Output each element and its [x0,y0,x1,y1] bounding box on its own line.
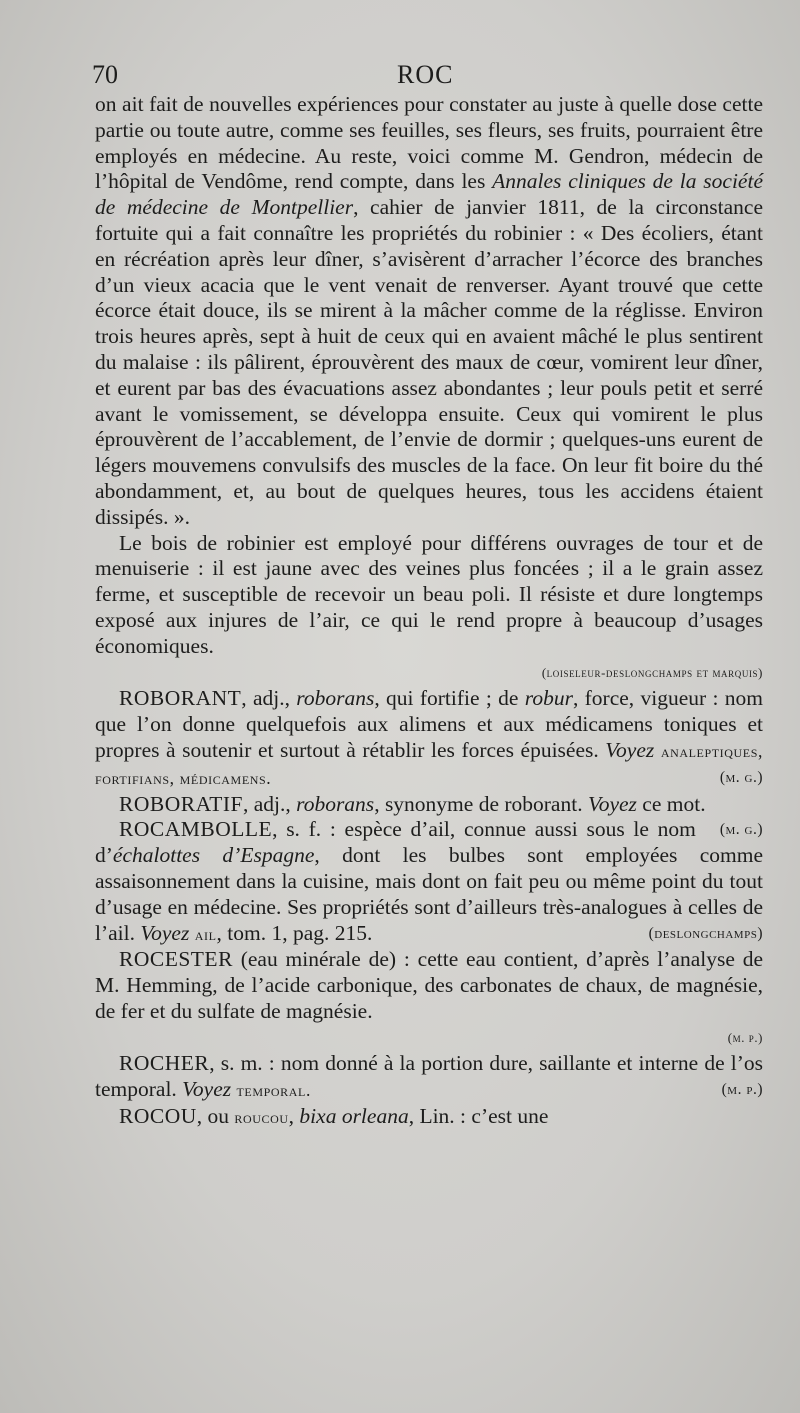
headword: ROBORANT [119,686,242,711]
page-header [92,60,764,94]
continuation-paragraph: on ait fait de nouvelles expériences pour constater au juste à quelle dose cette partie ou toute autre, comme ses feuilles, ses fleurs, ses fruits, pourraient être employés en médecine. Au reste, voici comme M. Gendron, médecin de l’hôpital de Vendôme, rend compte, dans les Annales cliniques de la société de médecine de Montpellier, cahier de janvier 1811, de la circonstance fortuite qui a fait connaître les propriétés du robinier : « Des écoliers, étant en récréation après leur dîner, s’avisèrent d’arracher l’écorce des branches d’un vieux acacia que le vent venait de renverser. Ayant trouvé que cette écorce était douce, ils se mirent à la mâcher comme de la réglisse. Environ trois heures après, sept à huit de ceux qui en avaient mâché le plus sentirent du malaise : ils pâlirent, éprouvèrent des maux de cœur, vomirent leur dîner, et eurent par bas des évacuations assez abondantes ; leur pouls petit et serré avant le vomissement, se développa ensuite. Ceux qui vomirent le plus éprouvèrent de l’accablement, de l’envie de dormir ; quelques-uns eurent de légers mouvemens convulsifs des muscles de la face. On leur fit boire du thé abondamment, et, au bout de quelques heures, tous les accidens étaient dissipés. ». [95,92,763,529]
headword: ROCHER [119,1051,210,1076]
entry-roborant: ROBORANT, adj., roborans, qui fortifie ; de robur, force, vigueur : nom que l’on donne quelquefois aux alimens et aux médicamens toniques et propres à soutenir et surtout à rétablir les forces épuisées. Voyez analeptiques, fortifians, médicamens. (m. g.) [95,686,763,791]
running-head: ROC [397,60,454,89]
headword: ROCOU [119,1104,197,1129]
entry-signature: (m. p.) [721,1081,763,1099]
bois-paragraph: Le bois de robinier est employé pour différens ouvrages de tour et de menuiserie : il est jaune avec des veines plus foncées ; il a le grain assez ferme, et susceptible de recevoir un beau poli. Il résiste et dure longtemps exposé aux injures de l’air, ce qui le rend propre à beaucoup d’usages économiques. [95,530,763,658]
headword: ROCAMBOLLE [119,817,273,842]
entry-signature: (m. g.) [719,821,763,839]
entry-roboratif: ROBORATIF, adj., roborans, synonyme de roborant. Voyez ce mot. (m. g.) [95,792,763,818]
dictionary-text [95,92,763,1131]
entry-rocou: ROCOU, ou roucou, bixa orleana, Lin. : c’est une [119,1104,549,1129]
entry-rocester: ROCESTER (eau minérale de) : cette eau contient, d’après l’analyse de M. Hemming, de l’acide carbonique, des carbonates de chaux, de magnésie, de fer et du sulfate de magnésie. [95,947,763,1023]
entry-signature: (m. g.) [719,768,763,786]
entry-signature: (deslongchamps) [648,924,763,942]
headword: ROCESTER [119,947,233,972]
signature-loiseleur: (loiseleur-deslongchamps et marquis) [541,665,763,680]
entry-rocambolle: ROCAMBOLLE, s. f. : espèce d’ail, connue aussi sous le nom d’échalottes d’Espagne, dont les bulbes sont employées comme assaisonnement dans la cuisine, mais dont on fait peu ou même point du tout d’usage en médecine. Ses propriétés sont d’ailleurs très-analogues à celles de l’ail. Voyez ail, tom. 1, pag. 215. (deslongchamps) [95,817,763,945]
headword: ROBORATIF [119,791,243,816]
entry-rocher: ROCHER, s. m. : nom donné à la portion dure, saillante et interne de l’os temporal. Voyez temporal. (m. p.) [95,1051,763,1102]
signature-rocester: (m. p.) [727,1030,763,1045]
page-number: 70 [92,60,118,89]
